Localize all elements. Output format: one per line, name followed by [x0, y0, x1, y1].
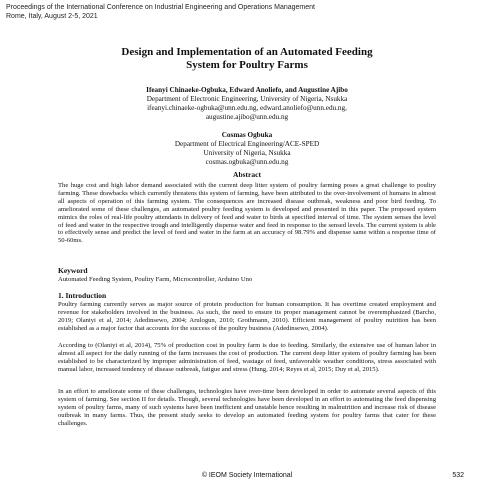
author-names: Ifeanyi Chinaeke-Ogbuka, Edward Anoliefo, and Augustine Ajibo [146, 86, 348, 94]
introduction-paragraph-1: Poultry farming currently serves as major source of protein production for human consumption. It has overtime created employment and revenue for stakeholders involved in the business. As such, the need to ensure its proper management cannot be overemphasized (Barcho, 2019; Olaniyi et al, 2014; Adedinsewo, 2004; Arulogun, 2010; Grothmann, 2010). Efficient management of poultry nutrition has been established as a major factor that accounts for the success of the poultry business (Adedinsewo, 2004). [58, 301, 436, 332]
header-location: Rome, Italy, August 2-5, 2021 [6, 12, 98, 20]
author-department: Department of Electronic Engineering, University of Nigeria, Nsukka [146, 95, 348, 103]
proceedings-header [6, 4, 488, 21]
second-author-email: cosmas.ogbuka@unn.edu.ng [205, 158, 289, 166]
introduction-paragraph-2: According to (Olaniyi et al, 2014), 75% of production cost in poultry farm is due to feeding. Similarly, the extensive use of human labor in almost all aspect for the daily running of the farm increases the cost of production. The current deep litter system of poultry farming has been established to be characterized by improper administration of feed, wastage of feed, unfavorable weather conditions, stress associated with manual labor, increased tendency of disease outbreak, fatigue and stress (Hung, 2014; Reyes et al, 2015; Duy et al, 2015). [58, 342, 436, 373]
paper-title [40, 46, 454, 72]
abstract-text: The huge cost and high labor demand associated with the current deep litter system of poultry farming poses a great challenge to poultry farming. These drawbacks which currently threatens this system of farming, have been attributed to the over-involvement of humans in almost all aspects of operation of this farming system. The consequences are increased disease outbreak, weakness and poor bird feeding. To ameliorated some of these challenges, an automated poultry feeding system is developed and presented in this paper. The proposed system mimics the roles of real-life poultry attendants in delivery of feed and water to birds at specified interval of time. The system senses the level of feed and water in the respective trough and intelligently dispense water and feed in response to the sensed levels. The current system is able to effectively sense and predict the level of feed and water in the farm at an accuracy of 98.79% and dispense same within a response time of 50-60ms. [58, 182, 436, 245]
author-emails-2: augustine.ajibo@unn.edu.ng [205, 113, 289, 121]
second-author-department: Department of Electrical Engineering/ACE-SPED [174, 140, 320, 148]
page-number: 532 [452, 472, 464, 479]
title-line-2: System for Poultry Farms [186, 59, 308, 71]
keyword-heading: Keyword [58, 266, 88, 275]
author-block [40, 86, 454, 167]
keyword-text: Automated Feeding System, Poultry Farm, Microcontroller, Arduino Uno [58, 276, 253, 283]
abstract-heading: Abstract [233, 170, 261, 179]
second-author-name: Cosmas Ogbuka [221, 131, 273, 139]
header-conference: Proceedings of the International Conference on Industrial Engineering and Operations Management [6, 4, 315, 11]
second-author-university: University of Nigeria, Nsukka [203, 149, 291, 157]
author-emails-1: ifeanyi.chinaeke-ogbuka@unn.edu.ng, edward.anoliefo@unn.edu.ng, [147, 104, 347, 112]
introduction-paragraph-3: In an effort to ameliorate some of these challenges, technologies have over-time been developed in order to automate several aspects of this system of farming. See section II for details. Though, several technologies have been developed in an effort to automating the feed dispensing system of poultry farms, many of such systems have been inefficient and unstable hence resulting in malnutrition and increase risk of disease outbreak in many farms. Thus, the present study seeks to develop an automated feeding system for poultry farms that cater for these challenges. [58, 388, 436, 427]
title-line-1: Design and Implementation of an Automated Feeding [121, 46, 373, 58]
introduction-heading: 1. Introduction [58, 291, 107, 300]
footer-copyright: © IEOM Society International [201, 472, 293, 479]
